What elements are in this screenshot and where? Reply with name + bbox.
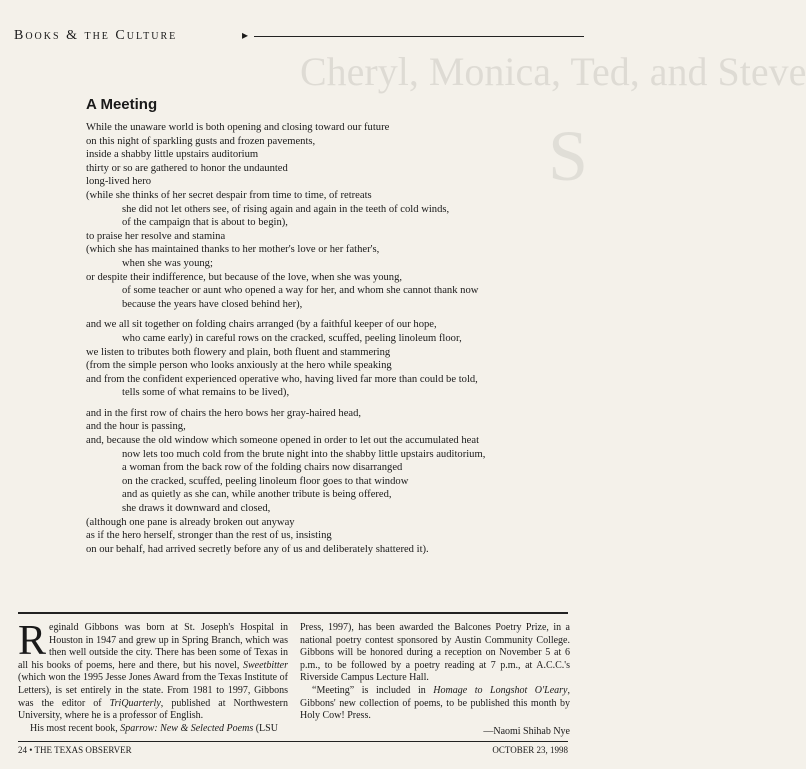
bio-paragraph: His most recent book, Sparrow: New & Selected Poems (LSU — [30, 722, 278, 734]
poem-line: and from the confident experienced operative who, having lived far more than could be told, — [86, 373, 478, 385]
bleed-through-title: Cheryl, Monica, Ted, and Steve — [300, 49, 806, 94]
poem-stanza — [86, 121, 581, 311]
poem-line: on this night of sparkling gusts and frozen pavements, — [86, 135, 316, 147]
poem-line: and as quietly as she can, while another tribute is being offered, — [122, 489, 392, 501]
book-title: Homage to Longshot O'Leary — [433, 684, 568, 696]
drop-cap: R — [18, 618, 47, 664]
bio-paragraph: “Meeting” is included in Homage to Longshot O'Leary, Gibbons' new collection of poems, to be published this month by Holy Cow! Press. — [300, 684, 570, 722]
poem-title: A Meeting — [86, 96, 158, 113]
poem-line: While the unaware world is both opening and closing toward our future — [86, 122, 390, 133]
page-folio: 24 • THE TEXAS OBSERVER — [18, 745, 132, 755]
bleed-through-dropcap: S — [548, 116, 589, 196]
poem-line: and we all sit together on folding chairs arranged (by a faithful keeper of our hope, — [86, 319, 437, 331]
bio-paragraph: Reginald Gibbons was born at St. Joseph's Hospital in Houston in 1947 and grew up in Spring Branch, which was then well outside the city. There has been some of Texas in all his books of poems, here and there, but his novel, Sweetbitter (which won the 1995 Jesse Jones Award from the Texas Institute of Letters), is set entirely in the state. From 1981 to 1997, Gibbons was the editor of TriQuarterly, published at Northwestern University, where he is a professor of English. — [18, 618, 288, 722]
header-rule — [254, 36, 584, 37]
bio-column-left — [18, 618, 288, 735]
poem — [86, 96, 581, 563]
poem-line: and the hour is passing, — [86, 421, 186, 433]
book-title: Sweetbitter — [243, 659, 288, 671]
journal-title: TriQuarterly — [109, 697, 161, 709]
poem-line: of some teacher or aunt who opened a way for her, and whom she cannot thank now — [122, 285, 479, 297]
poem-line: she draws it downward and closed, — [122, 503, 271, 515]
issue-date: OCTOBER 23, 1998 — [492, 745, 568, 755]
footer-rule — [18, 741, 568, 742]
poem-line: inside a shabby little upstairs auditorium — [86, 149, 259, 161]
section-header — [14, 28, 584, 46]
poem-line: of the campaign that is about to begin), — [122, 217, 288, 229]
bio-column-right — [300, 622, 570, 738]
poem-line: we listen to tributes both flowery and plain, both fluent and stammering — [86, 346, 391, 358]
poem-line: a woman from the back row of the folding chairs now disarranged — [122, 462, 403, 474]
poem-line: as if the hero herself, stronger than the rest of us, insisting — [86, 530, 332, 542]
bio-rule — [18, 612, 568, 614]
poem-line: (from the simple person who looks anxiously at the hero while speaking — [86, 360, 392, 372]
poem-line: on our behalf, had arrived secretly before any of us and deliberately shattered it). — [86, 543, 429, 555]
poem-line: to praise her resolve and stamina — [86, 230, 226, 242]
poem-line: because the years have closed behind her), — [122, 298, 303, 310]
poem-line: (which she has maintained thanks to her mother's love or her father's, — [86, 244, 380, 256]
poem-line: long-lived hero — [86, 176, 152, 188]
poem-line: when she was young; — [122, 257, 213, 269]
poem-line: thirty or so are gathered to honor the undaunted — [86, 162, 288, 174]
poem-line: and in the first row of chairs the hero bows her gray-haired head, — [86, 407, 362, 419]
poem-line: or despite their indifference, but because of the love, when she was young, — [86, 271, 403, 283]
poem-stanza — [86, 407, 581, 557]
poem-body — [86, 121, 581, 556]
book-title: Sparrow: New & Selected Poems — [120, 722, 254, 734]
poem-stanza — [86, 318, 581, 400]
poem-line: she did not let others see, of rising again and again in the teeth of cold winds, — [122, 203, 450, 215]
bio-paragraph: Press, 1997), has been awarded the Balcones Poetry Prize, in a national poetry contest sponsored by Austin Community College. Gibbons will be honored during a reception on November 5 at 6 p.m., to be followed by a poetry reading at 7 p.m., at A.C.C.'s Riverside Campus Lecture Hall. — [300, 622, 570, 684]
poem-line: and, because the old window which someone opened in order to let out the accumulated heat — [86, 435, 480, 447]
poem-line: (while she thinks of her secret despair from time to time, of retreats — [86, 189, 372, 201]
poem-line: tells some of what remains to be lived), — [122, 387, 290, 399]
triangle-right-icon: ▸ — [242, 28, 249, 42]
byline: —Naomi Shihab Nye — [483, 725, 570, 737]
section-title: Books & the Culture — [14, 28, 178, 43]
poem-line: (although one pane is already broken out anyway — [86, 516, 295, 528]
poem-line: now lets too much cold from the brute night into the shabby little upstairs auditorium, — [122, 448, 486, 460]
poem-line: who came early) in careful rows on the cracked, scuffed, peeling linoleum floor, — [122, 332, 462, 344]
poem-line: on the cracked, scuffed, peeling linoleum floor goes to that window — [122, 475, 409, 487]
